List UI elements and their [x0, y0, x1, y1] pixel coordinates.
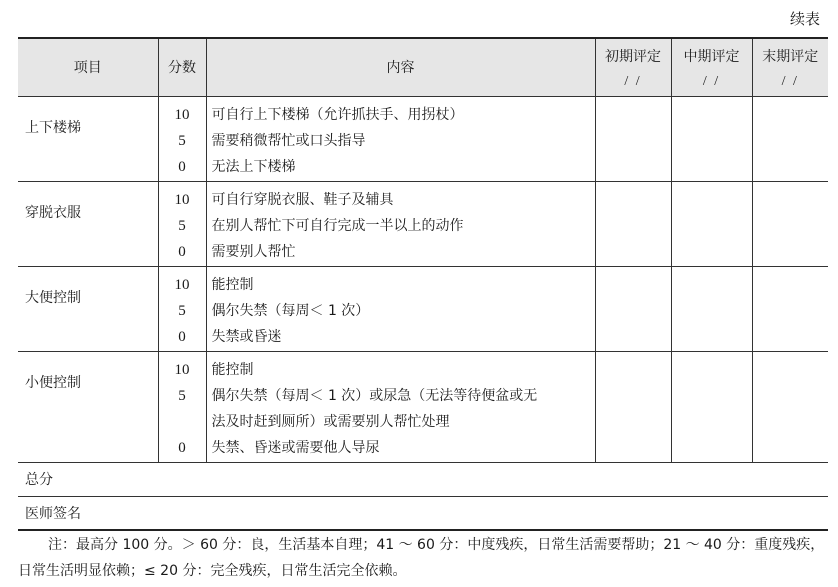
header-final-eval-label: 末期评定: [762, 49, 819, 66]
score-value: 5: [178, 302, 186, 319]
description-text: 需要稍微帮忙或口头指导: [211, 132, 366, 149]
score-cell: [158, 266, 206, 351]
description-text: 需要别人帮忙: [211, 243, 296, 260]
score-value: 10: [174, 106, 190, 123]
footnote: 注：最高分 100 分。＞ 60 分：良，生活基本自理；41 ～ 60 分：中度残疾，日常生活需要帮助；21 ～ 40 分：重度残疾，日常生活明显依赖；≤ 20 分：完全残疾，日常生活完全依赖。: [18, 537, 825, 579]
initial-eval-cell[interactable]: [595, 181, 671, 266]
item-name: 大便控制: [25, 289, 81, 306]
doctor-signature-label[interactable]: 医师签名: [25, 505, 81, 522]
description-cell: [206, 96, 595, 181]
score-value: 5: [178, 132, 186, 149]
description-text: 偶尔失禁（每周＜ 1 次）或尿急（无法等待便盆或无: [211, 387, 538, 404]
initial-eval-cell[interactable]: [595, 351, 671, 462]
mid-eval-cell[interactable]: [671, 266, 752, 351]
description-text: 法及时赶到厕所）或需要别人帮忙处理: [211, 413, 450, 430]
description-text: 可自行穿脱衣服、鞋子及辅具: [211, 191, 394, 208]
header-mid-eval-label: 中期评定: [683, 49, 740, 66]
initial-eval-cell[interactable]: [595, 266, 671, 351]
description-text: 偶尔失禁（每周＜ 1 次）: [211, 302, 370, 319]
score-value: 5: [178, 217, 186, 234]
score-cell: [158, 181, 206, 266]
description-text: 能控制: [211, 361, 254, 378]
table-header-row: [18, 38, 828, 96]
initial-eval-cell[interactable]: [595, 96, 671, 181]
header-mid-eval-date: / /: [702, 74, 721, 90]
assessment-table: [18, 37, 828, 531]
header-score: 分数: [158, 38, 206, 96]
score-value: 5: [178, 387, 186, 404]
header-final-eval: [752, 38, 828, 96]
score-value: 10: [174, 361, 190, 378]
header-final-eval-date: / /: [781, 74, 799, 90]
description-cell: [206, 266, 595, 351]
table-row: [18, 266, 828, 351]
score-value: [159, 409, 206, 435]
score-value: 0: [178, 439, 186, 456]
final-eval-cell[interactable]: [752, 266, 828, 351]
header-initial-eval-label: 初期评定: [605, 49, 661, 66]
description-text: 可自行上下楼梯（允许抓扶手、用拐杖）: [211, 106, 464, 123]
description-cell: [206, 351, 595, 462]
final-eval-cell[interactable]: [752, 96, 828, 181]
description-text: 无法上下楼梯: [211, 158, 296, 175]
item-name: 小便控制: [25, 374, 81, 391]
description-cell: [206, 181, 595, 266]
signature-row: [18, 496, 828, 530]
continued-label: 续表: [789, 10, 820, 28]
score-value: 10: [174, 276, 190, 293]
total-row: [18, 462, 828, 496]
header-content: 内容: [206, 38, 595, 96]
item-name: 穿脱衣服: [25, 204, 81, 221]
description-text: 能控制: [211, 276, 254, 293]
final-eval-cell[interactable]: [752, 181, 828, 266]
score-value: 0: [178, 158, 186, 175]
score-value: 0: [178, 328, 186, 345]
score-cell: [158, 351, 206, 462]
header-initial-eval: [595, 38, 671, 96]
score-value: 0: [178, 243, 186, 260]
table-row: [18, 181, 828, 266]
item-name: 上下楼梯: [25, 119, 81, 136]
final-eval-cell[interactable]: [752, 351, 828, 462]
mid-eval-cell[interactable]: [671, 351, 752, 462]
description-text: 在别人帮忙下可自行完成一半以上的动作: [211, 217, 464, 234]
score-value: 10: [174, 191, 190, 208]
header-initial-eval-date: / /: [624, 74, 642, 90]
description-text: 失禁或昏迷: [211, 328, 282, 345]
table-row: [18, 351, 828, 462]
total-label[interactable]: 总分: [25, 472, 53, 488]
description-text: 失禁、昏迷或需要他人导尿: [211, 439, 380, 456]
table-row: [18, 96, 828, 181]
header-item: 项目: [73, 60, 102, 77]
header-mid-eval: [671, 38, 752, 96]
mid-eval-cell[interactable]: [671, 181, 752, 266]
mid-eval-cell[interactable]: [671, 96, 752, 181]
score-cell: [158, 96, 206, 181]
